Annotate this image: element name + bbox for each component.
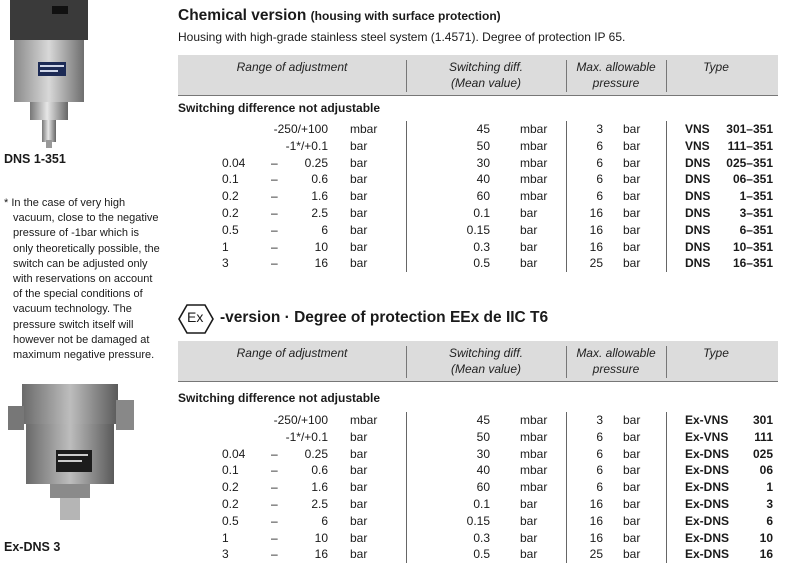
vacuum-footnote xyxy=(4,196,174,363)
footnote-line: switch can be adjusted only xyxy=(13,257,148,270)
range-from-cell: 1 xyxy=(222,239,229,254)
type-number-cell: 1 xyxy=(766,480,773,495)
range-to-cell: 0.25 xyxy=(304,446,328,461)
product-caption-dns: DNS 1-351 xyxy=(4,152,66,166)
type-prefix-cell: DNS xyxy=(685,256,711,271)
switching-diff-cell: 50 xyxy=(476,429,490,444)
switching-unit-cell: mbar xyxy=(520,413,548,427)
table-row xyxy=(178,188,778,205)
chemical-title: Chemical version xyxy=(178,7,307,24)
header-range: Range of adjustment xyxy=(236,346,348,360)
range-dash: – xyxy=(271,256,278,271)
switching-unit-cell: bar xyxy=(520,222,538,237)
type-number-cell: 025–351 xyxy=(726,155,773,170)
range-unit-cell: bar xyxy=(350,256,368,271)
range-from-cell: 0.2 xyxy=(222,480,239,495)
range-cell: -1*/+0.1 xyxy=(285,138,328,153)
switching-column-divider xyxy=(566,412,567,563)
switching-diff-cell: 60 xyxy=(476,480,490,495)
ex-table-header xyxy=(178,341,778,382)
range-dash: – xyxy=(271,222,278,237)
table-row xyxy=(178,496,778,513)
header-maxp xyxy=(566,345,666,385)
pressure-unit-cell: bar xyxy=(623,239,641,254)
chemical-section-label: Switching difference not adjustable xyxy=(178,101,381,115)
type-number-cell: 301–351 xyxy=(726,122,773,136)
footnote-line: only theoretically possible, the xyxy=(13,242,160,255)
switching-diff-cell: 0.3 xyxy=(473,530,490,545)
range-unit-cell: bar xyxy=(350,547,368,562)
pressure-unit-cell: bar xyxy=(623,122,641,136)
chemical-heading xyxy=(178,7,501,25)
switching-unit-cell: mbar xyxy=(520,189,548,204)
pressure-unit-cell: bar xyxy=(623,513,641,528)
range-to-cell: 1.6 xyxy=(311,189,328,204)
range-column-divider xyxy=(406,412,407,563)
product-caption-ex-dns: Ex-DNS 3 xyxy=(4,540,61,554)
max-pressure-cell: 16 xyxy=(589,205,603,220)
type-prefix-cell: DNS xyxy=(685,189,711,204)
range-unit-cell: mbar xyxy=(350,122,378,136)
ex-symbol-text: Ex xyxy=(187,309,204,325)
type-prefix-cell: DNS xyxy=(685,205,711,220)
type-number-cell: 10 xyxy=(759,530,773,545)
type-prefix-cell: Ex-DNS xyxy=(685,446,730,461)
type-prefix-cell: VNS xyxy=(685,122,710,136)
table-row xyxy=(178,479,778,496)
max-pressure-cell: 6 xyxy=(596,172,603,187)
max-pressure-cell: 6 xyxy=(596,480,603,495)
footnote-line: * In the case of very high xyxy=(4,197,126,209)
footnote-line: vacuum technology. The xyxy=(13,303,132,316)
header-switching xyxy=(406,59,566,99)
type-prefix-cell: Ex-VNS xyxy=(685,413,729,427)
type-number-cell: 111–351 xyxy=(727,138,773,153)
range-to-cell: 1.6 xyxy=(311,480,328,495)
range-to-cell: 10 xyxy=(314,239,328,254)
header-maxp-1: Max. allowable xyxy=(576,346,656,360)
range-to-cell: 16 xyxy=(314,547,328,562)
header-switching-2: (Mean value) xyxy=(450,362,522,376)
range-from-cell: 0.2 xyxy=(222,205,239,220)
switching-unit-cell: bar xyxy=(520,256,538,271)
table-row xyxy=(178,546,778,563)
pressure-unit-cell: bar xyxy=(623,480,641,495)
max-pressure-cell: 16 xyxy=(589,530,603,545)
table-row xyxy=(178,239,778,256)
type-number-cell: 16 xyxy=(759,547,773,562)
range-from-cell: 0.5 xyxy=(222,513,239,528)
range-unit-cell: bar xyxy=(350,239,368,254)
switching-unit-cell: bar xyxy=(520,547,538,562)
range-from-cell: 0.2 xyxy=(222,189,239,204)
pressure-unit-cell: bar xyxy=(623,189,641,204)
type-number-cell: 3–351 xyxy=(739,205,773,220)
header-switching xyxy=(406,345,566,385)
max-pressure-cell: 6 xyxy=(596,429,603,444)
type-prefix-cell: Ex-DNS xyxy=(685,513,730,528)
switching-diff-cell: 30 xyxy=(476,155,490,170)
dns-product-photo xyxy=(0,0,120,150)
range-dash: – xyxy=(271,172,278,187)
range-dash: – xyxy=(271,530,278,545)
range-to-cell: 0.25 xyxy=(304,155,328,170)
footnote-line: of the special conditions of xyxy=(13,288,143,301)
type-prefix-cell: VNS xyxy=(685,138,710,153)
table-row xyxy=(178,462,778,479)
range-unit-cell: bar xyxy=(350,138,368,153)
type-number-cell: 6 xyxy=(766,513,773,528)
switching-diff-cell: 40 xyxy=(476,172,490,187)
max-pressure-cell: 25 xyxy=(589,256,603,271)
max-pressure-cell: 3 xyxy=(596,413,603,427)
pressure-column-divider xyxy=(666,412,667,563)
type-number-cell: 301 xyxy=(752,413,773,427)
footnote-line: with reservations on account xyxy=(13,273,153,286)
type-prefix-cell: Ex-DNS xyxy=(685,463,730,478)
type-number-cell: 1–351 xyxy=(739,189,773,204)
max-pressure-cell: 3 xyxy=(596,122,603,136)
pressure-unit-cell: bar xyxy=(623,547,641,562)
header-range: Range of adjustment xyxy=(236,60,348,74)
range-column-divider xyxy=(406,121,407,272)
switching-diff-cell: 0.5 xyxy=(473,256,490,271)
header-maxp-2: pressure xyxy=(592,76,640,90)
max-pressure-cell: 6 xyxy=(596,155,603,170)
range-dash: – xyxy=(271,463,278,478)
switching-diff-cell: 0.1 xyxy=(473,205,490,220)
range-from-cell: 0.5 xyxy=(222,222,239,237)
table-row xyxy=(178,138,778,155)
chemical-intro: Housing with high-grade stainless steel system (1.4571). Degree of protection IP 65. xyxy=(178,30,626,44)
switching-column-divider xyxy=(566,121,567,272)
range-dash: – xyxy=(271,239,278,254)
type-prefix-cell: Ex-DNS xyxy=(685,547,730,562)
max-pressure-cell: 6 xyxy=(596,189,603,204)
type-prefix-cell: DNS xyxy=(685,222,711,237)
footnote-line: however not be damaged at xyxy=(13,333,150,346)
switching-unit-cell: mbar xyxy=(520,480,548,495)
type-prefix-cell: DNS xyxy=(685,239,711,254)
switching-unit-cell: mbar xyxy=(520,155,548,170)
range-unit-cell: bar xyxy=(350,513,368,528)
max-pressure-cell: 16 xyxy=(589,513,603,528)
range-unit-cell: mbar xyxy=(350,413,378,427)
pressure-unit-cell: bar xyxy=(623,530,641,545)
header-type: Type xyxy=(703,346,729,360)
range-dash: – xyxy=(271,189,278,204)
pressure-unit-cell: bar xyxy=(623,446,641,461)
type-prefix-cell: DNS xyxy=(685,172,711,187)
type-prefix-cell: Ex-DNS xyxy=(685,530,730,545)
switching-diff-cell: 0.1 xyxy=(473,496,490,511)
range-from-cell: 3 xyxy=(222,547,229,562)
range-unit-cell: bar xyxy=(350,530,368,545)
range-unit-cell: bar xyxy=(350,189,368,204)
pressure-unit-cell: bar xyxy=(623,463,641,478)
max-pressure-cell: 6 xyxy=(596,446,603,461)
table-row xyxy=(178,171,778,188)
ex-title: -version · Degree of protection EEx de IIC T6 xyxy=(220,309,549,326)
header-type: Type xyxy=(703,60,729,74)
max-pressure-cell: 16 xyxy=(589,222,603,237)
switching-diff-cell: 45 xyxy=(476,413,490,427)
range-dash: – xyxy=(271,155,278,170)
range-unit-cell: bar xyxy=(350,155,368,170)
ex-rows xyxy=(178,412,778,563)
range-dash: – xyxy=(271,480,278,495)
table-row xyxy=(178,205,778,222)
switching-unit-cell: bar xyxy=(520,496,538,511)
switching-unit-cell: mbar xyxy=(520,463,548,478)
range-to-cell: 2.5 xyxy=(311,496,328,511)
range-from-cell: 0.04 xyxy=(222,155,246,170)
switching-unit-cell: mbar xyxy=(520,429,548,444)
header-switching-2: (Mean value) xyxy=(450,76,522,90)
header-maxp-2: pressure xyxy=(592,362,640,376)
pressure-unit-cell: bar xyxy=(623,222,641,237)
header-maxp-1: Max. allowable xyxy=(576,60,656,74)
range-cell: -1*/+0.1 xyxy=(285,429,328,444)
range-unit-cell: bar xyxy=(350,480,368,495)
type-number-cell: 06–351 xyxy=(732,172,773,187)
switching-unit-cell: bar xyxy=(520,205,538,220)
pressure-unit-cell: bar xyxy=(623,172,641,187)
header-maxp xyxy=(566,59,666,99)
switching-unit-cell: mbar xyxy=(520,172,548,187)
switching-unit-cell: mbar xyxy=(520,122,548,136)
table-row xyxy=(178,412,778,429)
switching-diff-cell: 0.3 xyxy=(473,239,490,254)
type-number-cell: 10–351 xyxy=(732,239,773,254)
max-pressure-cell: 16 xyxy=(589,239,603,254)
pressure-unit-cell: bar xyxy=(623,155,641,170)
pressure-unit-cell: bar xyxy=(623,429,641,444)
table-row xyxy=(178,513,778,530)
switching-diff-cell: 0.15 xyxy=(466,222,490,237)
range-dash: – xyxy=(271,496,278,511)
range-dash: – xyxy=(271,205,278,220)
table-row xyxy=(178,121,778,138)
range-from-cell: 0.2 xyxy=(222,496,239,511)
table-row xyxy=(178,222,778,239)
range-dash: – xyxy=(271,513,278,528)
switching-diff-cell: 30 xyxy=(476,446,490,461)
header-switching-1: Switching diff. xyxy=(448,60,524,74)
switching-unit-cell: bar xyxy=(520,513,538,528)
max-pressure-cell: 25 xyxy=(589,547,603,562)
switching-unit-cell: bar xyxy=(520,530,538,545)
table-row xyxy=(178,255,778,272)
type-number-cell: 6–351 xyxy=(739,222,773,237)
chemical-title-sub: (housing with surface protection) xyxy=(310,9,501,23)
type-prefix-cell: Ex-DNS xyxy=(685,496,730,511)
max-pressure-cell: 6 xyxy=(596,138,603,153)
range-to-cell: 0.6 xyxy=(311,172,328,187)
type-prefix-cell: Ex-DNS xyxy=(685,480,730,495)
pressure-unit-cell: bar xyxy=(623,413,641,427)
type-number-cell: 025 xyxy=(752,446,773,461)
range-from-cell: 0.04 xyxy=(222,446,246,461)
range-dash: – xyxy=(271,446,278,461)
range-from-cell: 1 xyxy=(222,530,229,545)
switching-diff-cell: 0.15 xyxy=(466,513,490,528)
range-unit-cell: bar xyxy=(350,446,368,461)
table-row xyxy=(178,446,778,463)
range-cell: -250/+100 xyxy=(273,413,328,427)
range-to-cell: 6 xyxy=(321,222,328,237)
switching-diff-cell: 0.5 xyxy=(473,547,490,562)
range-from-cell: 0.1 xyxy=(222,172,239,187)
range-from-cell: 0.1 xyxy=(222,463,239,478)
range-dash: – xyxy=(271,547,278,562)
switching-diff-cell: 40 xyxy=(476,463,490,478)
range-to-cell: 2.5 xyxy=(311,205,328,220)
table-row xyxy=(178,530,778,547)
pressure-unit-cell: bar xyxy=(623,256,641,271)
type-number-cell: 111 xyxy=(754,429,773,444)
type-prefix-cell: DNS xyxy=(685,155,711,170)
max-pressure-cell: 16 xyxy=(589,496,603,511)
max-pressure-cell: 6 xyxy=(596,463,603,478)
pressure-unit-cell: bar xyxy=(623,205,641,220)
footnote-line: pressure switch itself will xyxy=(13,318,134,331)
range-cell: -250/+100 xyxy=(273,122,328,136)
chemical-table-header xyxy=(178,55,778,96)
switching-diff-cell: 50 xyxy=(476,138,490,153)
footnote-line: pressure of -1bar which is xyxy=(13,227,139,240)
chemical-rows xyxy=(178,121,778,272)
range-unit-cell: bar xyxy=(350,496,368,511)
pressure-column-divider xyxy=(666,121,667,272)
range-unit-cell: bar xyxy=(350,429,368,444)
range-unit-cell: bar xyxy=(350,205,368,220)
switching-unit-cell: bar xyxy=(520,239,538,254)
header-switching-1: Switching diff. xyxy=(448,346,524,360)
switching-diff-cell: 45 xyxy=(476,122,490,136)
range-to-cell: 16 xyxy=(314,256,328,271)
type-number-cell: 06 xyxy=(759,463,773,478)
range-unit-cell: bar xyxy=(350,172,368,187)
pressure-unit-cell: bar xyxy=(623,496,641,511)
ex-section-label: Switching difference not adjustable xyxy=(178,391,381,405)
range-to-cell: 0.6 xyxy=(311,463,328,478)
table-row xyxy=(178,429,778,446)
pressure-unit-cell: bar xyxy=(623,138,641,153)
range-from-cell: 3 xyxy=(222,256,229,271)
range-to-cell: 10 xyxy=(314,530,328,545)
type-prefix-cell: Ex-VNS xyxy=(685,429,729,444)
switching-unit-cell: mbar xyxy=(520,138,548,153)
ex-dns-product-photo xyxy=(0,380,140,530)
range-unit-cell: bar xyxy=(350,222,368,237)
footnote-line: maximum negative pressure. xyxy=(13,349,155,362)
table-row xyxy=(178,155,778,172)
switching-unit-cell: mbar xyxy=(520,446,548,461)
switching-diff-cell: 60 xyxy=(476,189,490,204)
range-unit-cell: bar xyxy=(350,463,368,478)
range-to-cell: 6 xyxy=(321,513,328,528)
type-number-cell: 3 xyxy=(766,496,773,511)
type-number-cell: 16–351 xyxy=(732,256,773,271)
footnote-line: vacuum, close to the negative xyxy=(13,212,159,225)
